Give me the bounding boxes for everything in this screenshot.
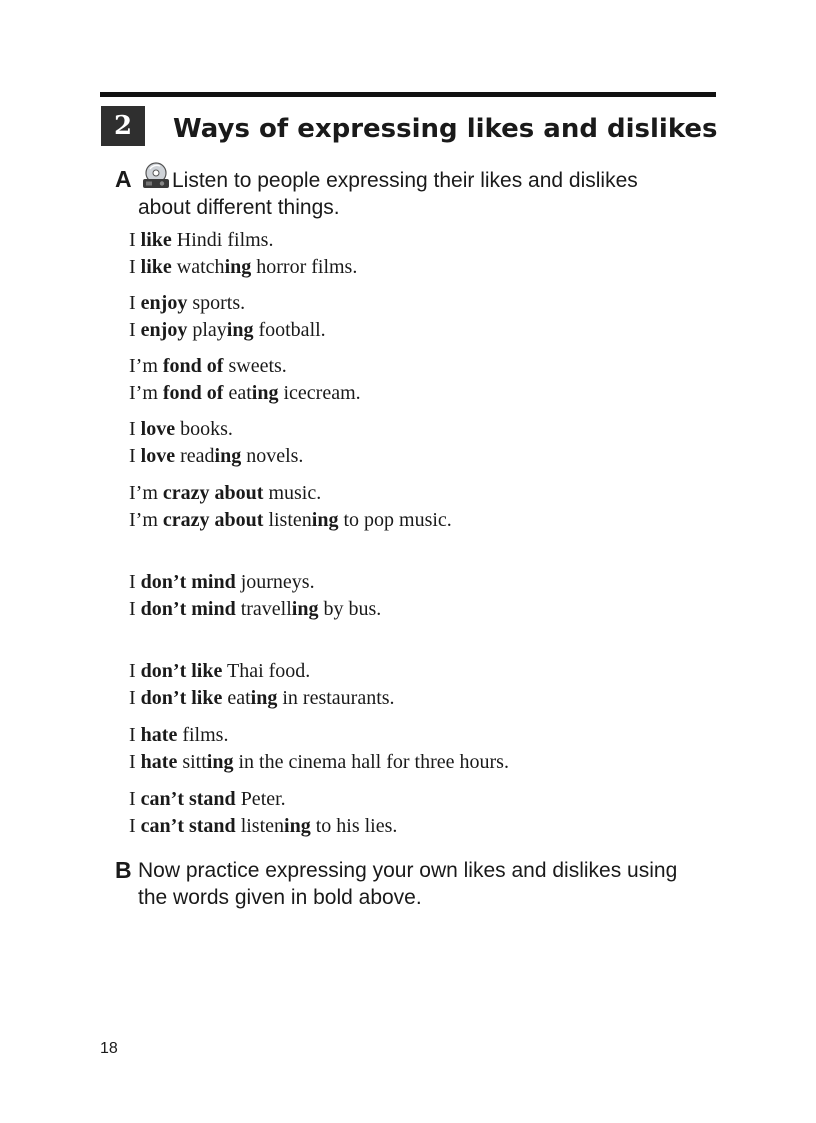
sentence-text: by bus. [318,598,382,620]
example-group [129,722,509,776]
example-sentence [129,749,509,776]
bold-phrase: ing [206,751,234,773]
sentence-text: I [129,229,141,251]
sentence-text: play [187,319,227,341]
sentence-text: icecream. [278,382,361,404]
example-sentence [129,227,357,254]
bold-phrase: don’t mind [140,571,236,593]
sentence-text: to his lies. [310,815,398,837]
section-a-letter: A [115,166,132,192]
bold-phrase: don’t like [140,660,223,682]
example-sentence [129,380,361,407]
example-sentence [129,443,303,470]
bold-phrase: don’t mind [140,598,236,620]
example-sentence [129,317,326,344]
bold-phrase: fond of [162,355,224,377]
example-sentence [129,813,397,840]
bold-phrase: love [140,418,176,440]
sentence-text: in restaurants. [277,687,395,709]
bold-phrase: hate [140,724,178,746]
example-group [129,480,452,534]
bold-phrase: like [140,229,172,251]
section-b-instruction-line-2: the words given in bold above. [138,886,422,909]
section-b-instruction [138,857,768,911]
top-rule [100,92,716,97]
sentence-text: I [129,256,141,278]
sentence-text: I [129,445,141,467]
sentence-text: listen [263,509,312,531]
unit-number-badge: 2 [101,106,145,146]
bold-phrase: crazy about [162,509,264,531]
example-group [129,416,303,470]
example-group [129,227,357,281]
sentence-text: I [129,751,141,773]
sentence-text: to pop music. [338,509,452,531]
sentence-text: I’m [129,355,163,377]
sentence-text: I’m [129,382,163,404]
unit-title: Ways of expressing likes and dislikes [173,114,718,144]
section-b-instruction-line-1: Now practice expressing your own likes and dislikes using [138,859,678,882]
example-sentence [129,786,397,813]
example-sentence [129,416,303,443]
page-number: 18 [100,1040,118,1057]
bold-phrase: like [140,256,172,278]
sentence-text: journeys. [235,571,315,593]
sentence-text: eat [222,687,251,709]
example-sentence [129,722,509,749]
sentence-text: Peter. [235,788,286,810]
example-sentence [129,658,395,685]
bold-phrase: ing [284,815,311,837]
sentence-text: I [129,571,141,593]
example-group [129,786,397,840]
bold-phrase: ing [224,256,252,278]
example-group [129,569,381,623]
example-group [129,290,326,344]
sentence-text: I [129,660,141,682]
section-b-letter: B [115,857,132,883]
bold-phrase: love [140,445,176,467]
sentence-text: I [129,724,141,746]
bold-phrase: crazy about [162,482,264,504]
sentence-text: sitt [177,751,207,773]
sentence-text: I’m [129,509,163,531]
bold-phrase: ing [226,319,254,341]
example-group [129,658,395,712]
example-sentence [129,480,452,507]
sentence-text: eat [223,382,252,404]
sentence-text: in the cinema hall for three hours. [233,751,509,773]
sentence-text: I [129,292,141,314]
section-a-instruction [138,167,768,221]
sentence-text: sports. [187,292,246,314]
sentence-text: novels. [241,445,304,467]
sentence-text: I [129,319,141,341]
example-sentence [129,290,326,317]
sentence-text: I [129,418,141,440]
example-sentence [129,507,452,534]
sentence-text: I [129,598,141,620]
sentence-text: Thai food. [222,660,311,682]
bold-phrase: can’t stand [140,788,236,810]
sentence-text: I [129,788,141,810]
example-group [129,353,361,407]
bold-phrase: ing [251,382,279,404]
sentence-text: horror films. [251,256,358,278]
bold-phrase: enjoy [140,292,188,314]
sentence-text: read [175,445,215,467]
sentence-text: watch [171,256,225,278]
section-a-instruction-line-1: Listen to people expressing their likes and dislikes [172,169,638,192]
example-sentence [129,353,361,380]
example-sentence [129,569,381,596]
bold-phrase: ing [214,445,242,467]
section-a-instruction-line-2: about different things. [138,196,340,219]
example-sentence [129,254,357,281]
sentence-text: travell [235,598,292,620]
sentence-text: books. [175,418,233,440]
bold-phrase: ing [250,687,278,709]
bold-phrase: enjoy [140,319,188,341]
sentence-text: listen [235,815,285,837]
bold-phrase: ing [291,598,319,620]
bold-phrase: fond of [162,382,224,404]
sentence-text: I [129,687,141,709]
sentence-text: I [129,815,141,837]
sentence-text: Hindi films. [171,229,274,251]
bold-phrase: ing [311,509,339,531]
sentence-text: films. [177,724,229,746]
sentence-text: sweets. [223,355,287,377]
bold-phrase: can’t stand [140,815,236,837]
example-sentence [129,596,381,623]
bold-phrase: hate [140,751,178,773]
sentence-text: music. [263,482,322,504]
sentence-text: football. [253,319,326,341]
sentence-text: I’m [129,482,163,504]
example-sentence [129,685,395,712]
bold-phrase: don’t like [140,687,223,709]
